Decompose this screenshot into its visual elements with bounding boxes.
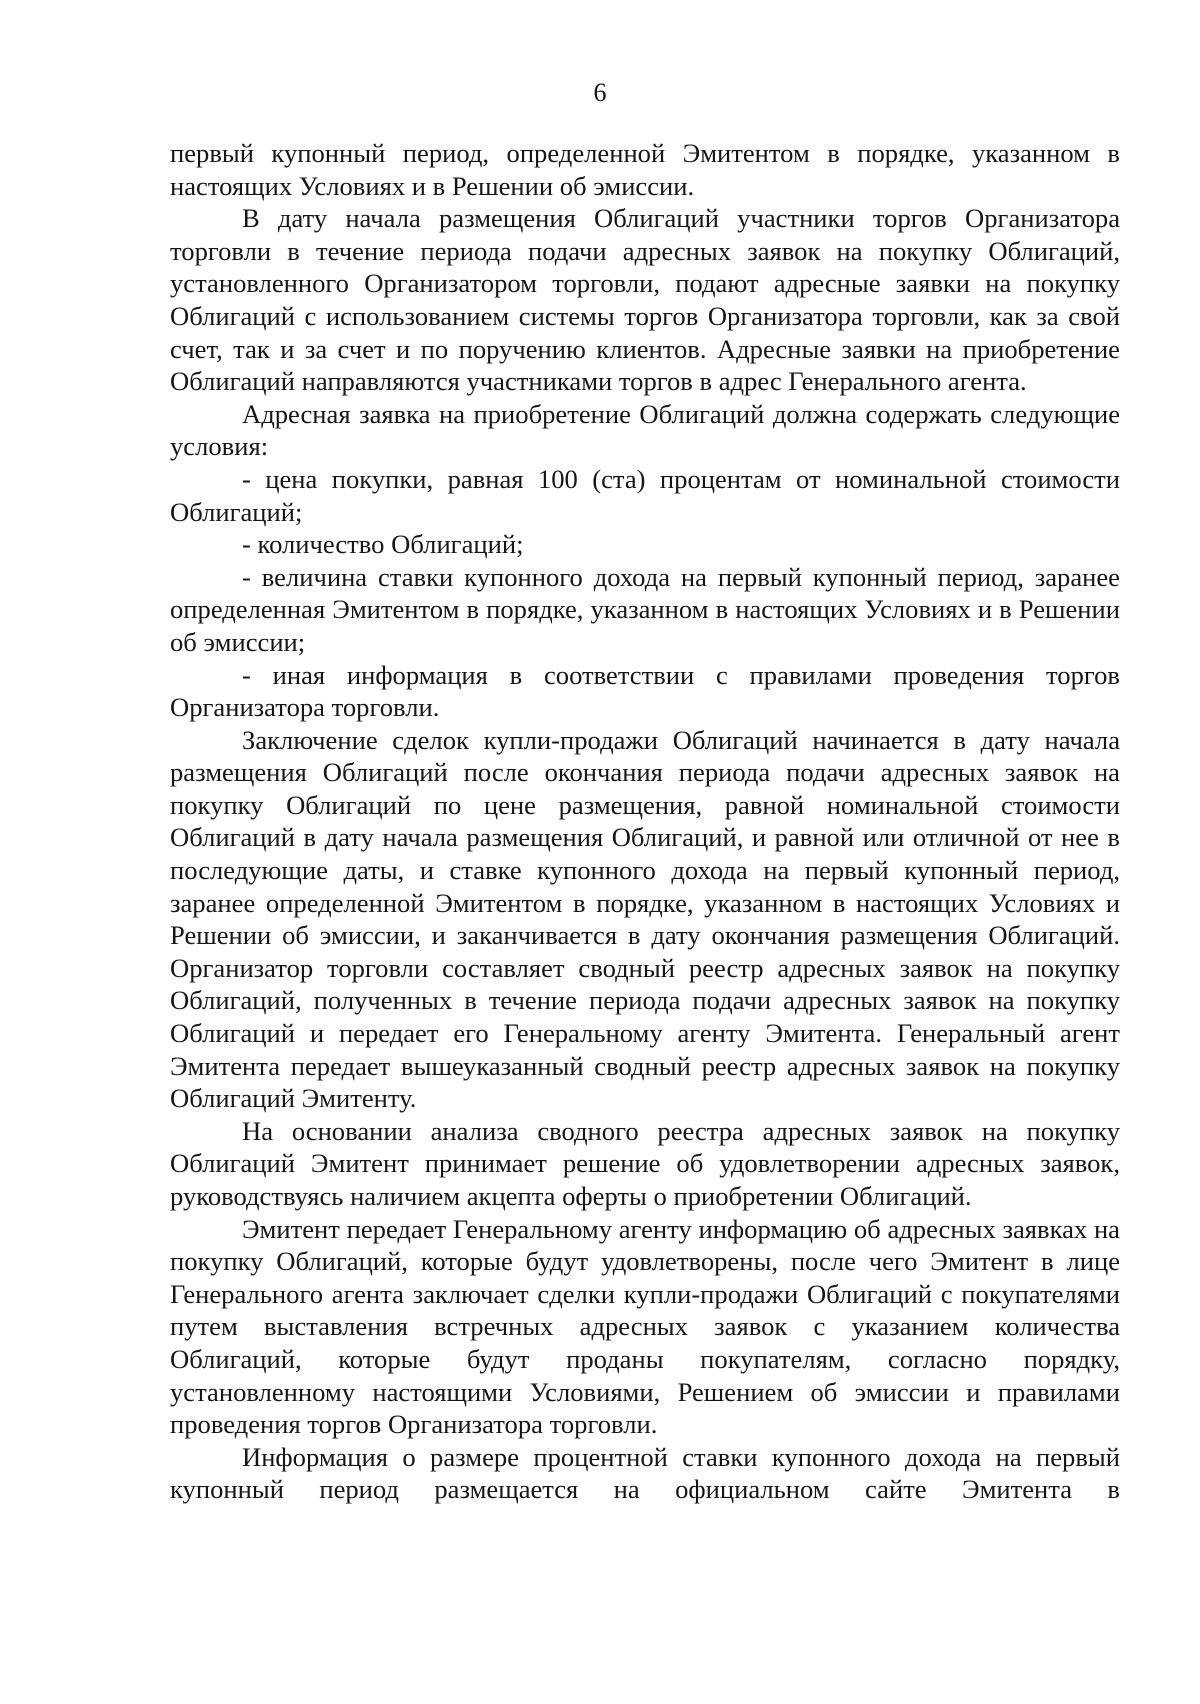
paragraph-4: Заключение сделок купли-продажи Облигаций начинается в дату начала размещения Облигаций после окончания периода подачи адресных заявок на покупку Облигаций по цене размещения, равной номинальной стоимости Облигаций в дату начала размещения Облигаций, и равной или отличной от нее в последующие даты, и ставке купонного дохода на первый купонный период, заранее определенной Эмитентом в порядке, указанном в настоящих Условиях и Решении об эмиссии, и заканчивается в дату окончания размещения Облигаций. Организатор торговли составляет сводный реестр адресных заявок на покупку Облигаций, полученных в течение периода подачи адресных заявок на покупку Облигаций и передает его Генеральному агенту Эмитента. Генеральный агент Эмитента передает вышеуказанный сводный реестр адресных заявок на покупку Облигаций Эмитенту. (170, 724, 1120, 1114)
paragraph-3: Адресная заявка на приобретение Облигаций должна содержать следующие условия: (170, 398, 1120, 462)
list-item-price: - цена покупки, равная 100 (ста) процентам от номинальной стоимости Облигаций; (170, 463, 1120, 527)
list-item-other-info: - иная информация в соответствии с правилами проведения торгов Организатора торговли. (170, 659, 1120, 723)
paragraph-6: Эмитент передает Генеральному агенту информацию об адресных заявках на покупку Облигаций, которые будут удовлетворены, после чего Эмитент в лице Генерального агента заключает сделки купли-продажи Облигаций с покупателями путем выставления встречных адресных заявок с указанием количества Облигаций, которые будут проданы покупателям, согласно порядку, установленному настоящими Условиями, Решением об эмиссии и правилами проведения торгов Организатора торговли. (170, 1213, 1120, 1440)
page-number: 6 (593, 78, 607, 107)
paragraph-5: На основании анализа сводного реестра адресных заявок на покупку Облигаций Эмитент принимает решение об удовлетворении адресных заявок, руководствуясь наличием акцепта оферты о приобретении Облигаций. (170, 1115, 1120, 1211)
document-body (170, 137, 1120, 1506)
paragraph-7: Информация о размере процентной ставки купонного дохода на первый купонный период размещается на официальном сайте Эмитента в (170, 1441, 1120, 1505)
list-item-quantity: - количество Облигаций; (242, 529, 524, 560)
paragraph-1: первый купонный период, определенной Эмитентом в порядке, указанном в настоящих Условиях и в Решении об эмиссии. (170, 138, 1120, 201)
list-item-coupon-rate: - величина ставки купонного дохода на первый купонный период, заранее определенная Эмитентом в порядке, указанном в настоящих Условиях и в Решении об эмиссии; (170, 561, 1120, 657)
paragraph-2: В дату начала размещения Облигаций участники торгов Организатора торговли в течение периода подачи адресных заявок на покупку Облигаций, установленного Организатором торговли, подают адресные заявки на покупку Облигаций с использованием системы торгов Организатора торговли, как за свой счет, так и за счет и по поручению клиентов. Адресные заявки на приобретение Облигаций направляются участниками торгов в адрес Генерального агента. (170, 203, 1120, 397)
